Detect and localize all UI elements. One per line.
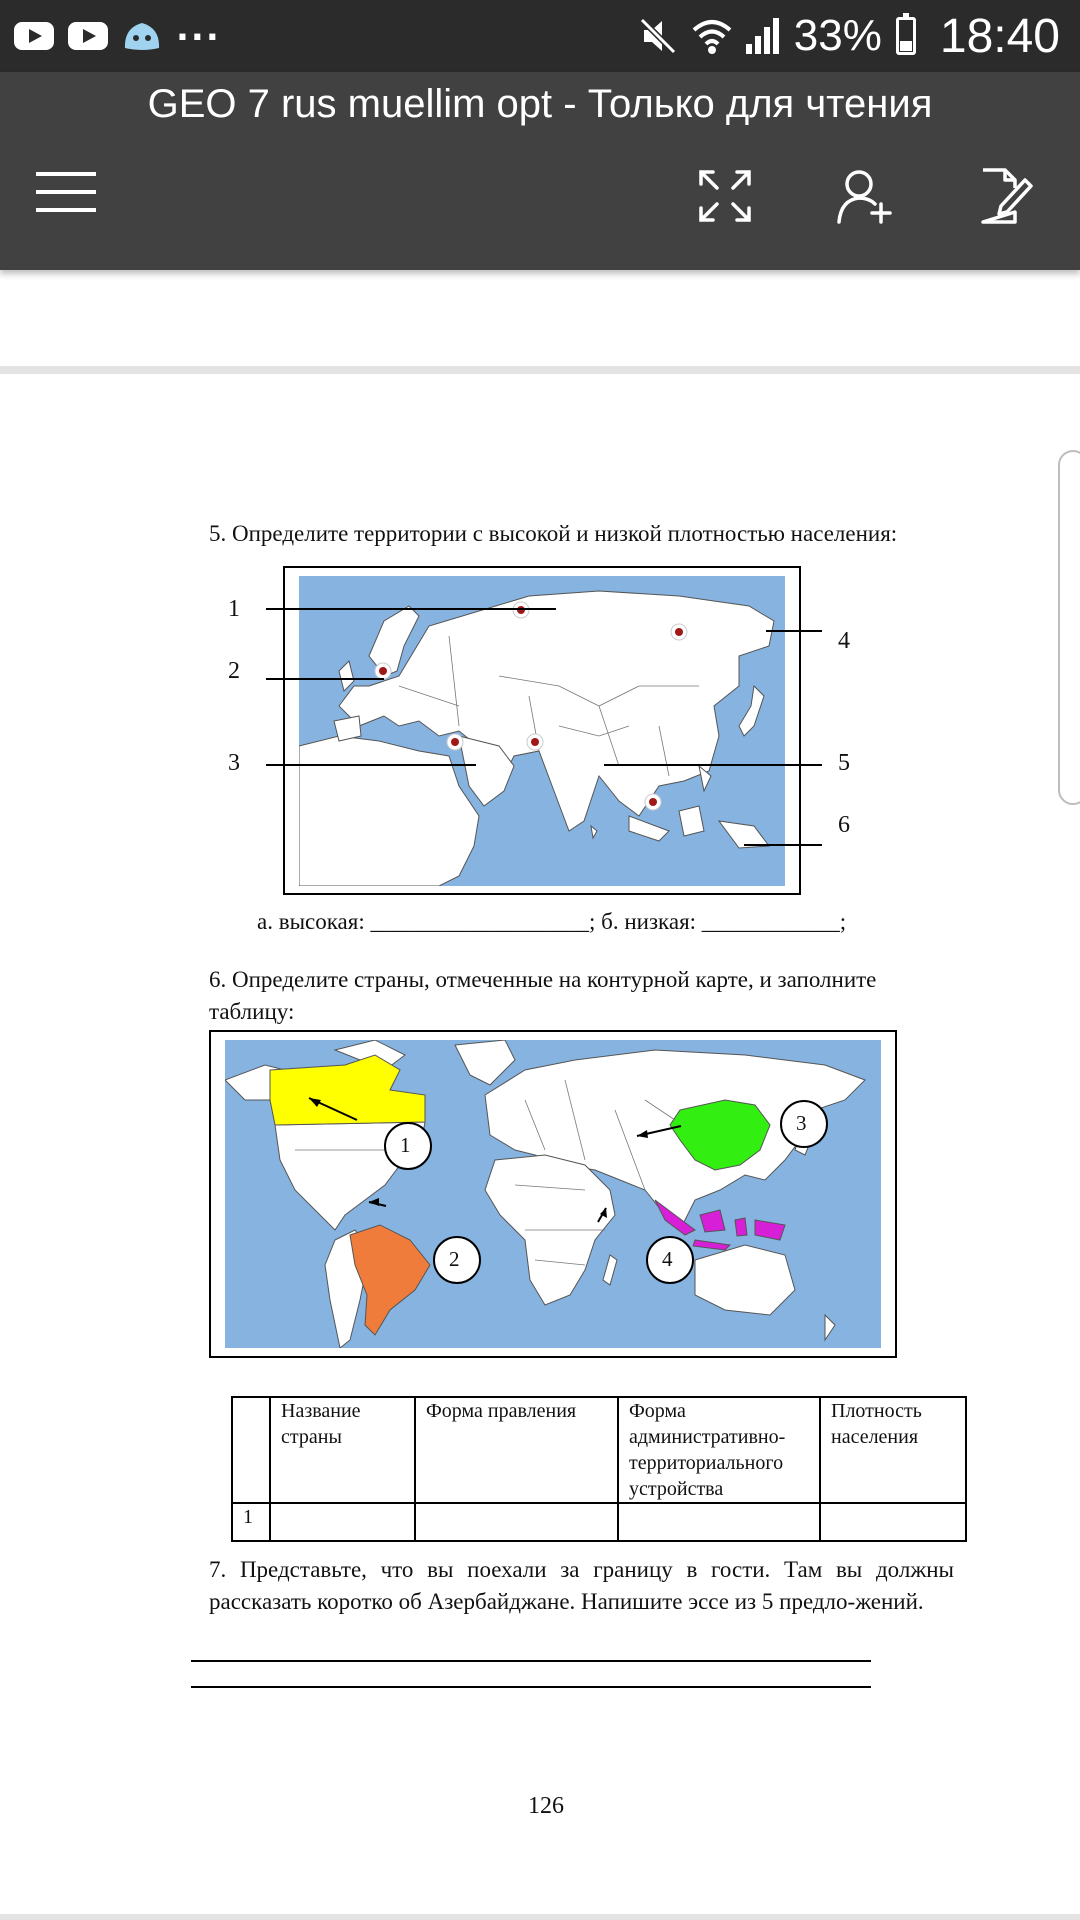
notification-icons [14, 9, 221, 58]
eurasia-map [299, 576, 785, 886]
pointer-line-6 [744, 844, 822, 846]
expand-icon[interactable] [695, 166, 755, 226]
country-marker-1-label: 1 [400, 1133, 411, 1157]
essay-answer-line [191, 1660, 871, 1662]
question-7-text: 7. Представьте, что вы поехали за границу в гости. Там вы должны рассказать коротко об Азербайджане. Напишите эссе из 5 предло-жений. [209, 1557, 954, 1614]
country-marker-2-label: 2 [449, 1247, 460, 1271]
battery-percent: 33% [793, 11, 882, 60]
battery-icon [896, 17, 916, 55]
question-6-text: 6. Определите страны, отмеченные на контурной карте, и заполните таблицу: [209, 967, 877, 1024]
marker-label-5: 5 [838, 750, 850, 776]
country-marker-4-label: 4 [662, 1247, 673, 1271]
country-pointers [211, 1032, 899, 1360]
hamburger-menu-icon[interactable] [36, 172, 100, 212]
table-header: Плотность населения [820, 1397, 966, 1503]
app-bar [0, 72, 1080, 270]
table-header: Форма административно-территориального устройства [618, 1397, 820, 1503]
table-row [232, 1503, 966, 1541]
mute-icon [636, 14, 680, 58]
pointer-line-3 [266, 764, 476, 766]
youtube-notification-icon [14, 22, 54, 50]
edit-document-icon[interactable] [975, 166, 1035, 226]
table-cell [415, 1503, 618, 1541]
more-notifications: ... [176, 9, 221, 49]
table-cell: 1 [232, 1503, 270, 1541]
clock: 18:40 [939, 9, 1060, 63]
marker-label-6: 6 [838, 812, 850, 838]
add-person-icon[interactable] [835, 166, 895, 226]
marker-label-1: 1 [228, 596, 240, 622]
table-header: Форма правления [415, 1397, 618, 1503]
essay-answer-line [191, 1686, 871, 1688]
document-title: GEO 7 rus muellim opt - Только для чтения [147, 82, 933, 126]
table-header: Название страны [270, 1397, 415, 1503]
page-number: 126 [528, 1793, 564, 1819]
page-separator [0, 366, 1080, 374]
marker-label-2: 2 [228, 658, 240, 684]
map-frame-population [283, 566, 801, 895]
youtube-notification-icon [68, 22, 108, 50]
table-cell [820, 1503, 966, 1541]
table-header-row [232, 1397, 966, 1503]
scroll-handle[interactable] [1058, 450, 1080, 805]
pointer-line-5 [604, 764, 822, 766]
question-5-answer-line: а. высокая: ___________________; б. низкая: ____________; [257, 909, 847, 934]
map-frame-countries [209, 1030, 897, 1358]
countries-table [231, 1396, 967, 1542]
country-marker-3-label: 3 [796, 1111, 807, 1135]
pointer-line-2 [266, 678, 384, 680]
signal-icon [744, 14, 784, 58]
question-5-text: 5. Определите территории с высокой и низкой плотностью населения: [209, 521, 898, 546]
status-bar [0, 0, 1080, 72]
table-header [232, 1397, 270, 1503]
pointer-line-4 [766, 630, 822, 632]
pointer-line-1 [266, 608, 556, 610]
app-notification-icon [122, 18, 162, 54]
marker-label-3: 3 [228, 750, 240, 776]
wifi-icon [690, 14, 734, 58]
table-cell [270, 1503, 415, 1541]
table-cell [618, 1503, 820, 1541]
page-separator-bottom [0, 1914, 1080, 1920]
marker-label-4: 4 [838, 628, 850, 654]
